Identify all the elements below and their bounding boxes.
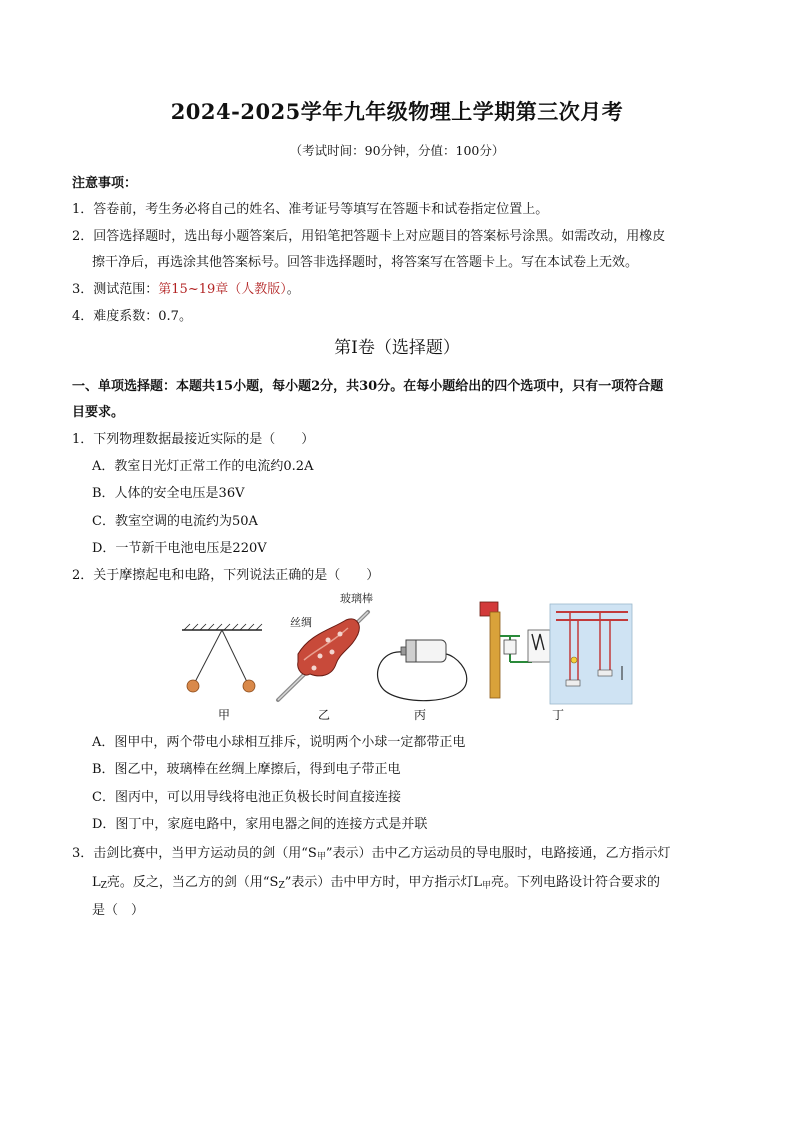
q3-text: 亮。下列电路设计符合要求的 bbox=[491, 875, 661, 890]
q3-subscript: Z bbox=[278, 881, 285, 891]
section-instruction: 一、单项选择题：本题共15小题，每小题2分，共30分。在每小题给出的四个选项中，只有一项符合题 bbox=[72, 379, 664, 394]
note-item-3-suffix: 。 bbox=[286, 282, 300, 297]
figure-label-jia: 甲 bbox=[218, 708, 231, 722]
q2-option-c: C．图丙中，可以用导线将电池正负极长时间直接连接 bbox=[92, 790, 401, 805]
section-title: 第Ⅰ卷（选择题） bbox=[334, 338, 460, 358]
figure-jia-hanging-balls bbox=[182, 624, 262, 692]
q3-stem-line-3: 是（ ） bbox=[92, 903, 145, 918]
q2-figure bbox=[170, 590, 640, 720]
q2-stem: 2．关于摩擦起电和电路，下列说法正确的是（ ） bbox=[72, 568, 380, 583]
q3-subscript: Z bbox=[100, 881, 107, 891]
test-range: 第15~19章（人教版） bbox=[158, 282, 287, 297]
q3-subscript: 甲 bbox=[482, 881, 492, 891]
figure-ding-household-circuit bbox=[480, 602, 632, 704]
q1-option-a: A．教室日光灯正常工作的电流约0.2A bbox=[92, 459, 314, 474]
label-glass-rod: 玻璃棒 bbox=[340, 592, 373, 605]
note-item-2-cont: 擦干净后，再选涂其他答案标号。回答非选择题时，将答案写在答题卡上。写在本试卷上无效。 bbox=[92, 255, 639, 270]
note-item-3 bbox=[72, 278, 300, 297]
q3-text: L bbox=[92, 875, 101, 890]
q1-stem: 1．下列物理数据最接近实际的是（ ） bbox=[72, 432, 315, 447]
note-item-2: 2．回答选择题时，选出每小题答案后，用铅笔把答题卡上对应题目的答案标号涂黑。如需改动，用橡皮 bbox=[72, 229, 666, 244]
page-title: 2024-2025学年九年级物理上学期第三次月考 bbox=[170, 99, 624, 124]
q1-option-c: C．教室空调的电流约为50A bbox=[92, 514, 258, 529]
figure-yi-glass-rod-silk bbox=[278, 591, 373, 700]
note-item-3-prefix: 3．测试范围： bbox=[72, 282, 159, 297]
exam-info: （考试时间：90分钟，分值：100分） bbox=[289, 143, 505, 158]
q2-option-a: A．图甲中，两个带电小球相互排斥，说明两个小球一定都带正电 bbox=[92, 735, 466, 750]
note-item-1: 1．答卷前，考生务必将自己的姓名、准考证号等填写在答题卡和试卷指定位置上。 bbox=[72, 202, 549, 217]
q2-option-d: D．图丁中，家庭电路中，家用电器之间的连接方式是并联 bbox=[92, 817, 428, 832]
q3-text: ”表示）击中乙方运动员的导电服时，电路接通，乙方指示灯 bbox=[325, 846, 671, 861]
q3-text: 亮。反之，当乙方的剑（用“S bbox=[106, 875, 279, 890]
label-silk: 丝绸 bbox=[290, 616, 312, 629]
section-instruction-cont: 目要求。 bbox=[72, 405, 125, 420]
q3-text: ”表示）击中甲方时，甲方指示灯L bbox=[284, 875, 483, 890]
figure-label-yi: 乙 bbox=[318, 708, 331, 722]
figure-label-ding: 丁 bbox=[552, 708, 565, 722]
note-item-4: 4．难度系数：0.7。 bbox=[72, 309, 192, 324]
figure-label-bing: 丙 bbox=[414, 708, 427, 722]
q2-option-b: B．图乙中，玻璃棒在丝绸上摩擦后，得到电子带正电 bbox=[92, 762, 401, 777]
q3-stem-line-2 bbox=[92, 871, 660, 891]
notes-heading: 注意事项： bbox=[72, 176, 138, 191]
figure-bing-battery-wire bbox=[378, 640, 467, 701]
q3-subscript: 甲 bbox=[316, 852, 326, 862]
q3-text: 3．击剑比赛中，当甲方运动员的剑（用“S bbox=[72, 846, 317, 861]
q1-option-d: D．一节新干电池电压是220V bbox=[92, 541, 267, 556]
q3-stem-line-1 bbox=[72, 842, 671, 862]
q1-option-b: B．人体的安全电压是36V bbox=[92, 486, 245, 501]
